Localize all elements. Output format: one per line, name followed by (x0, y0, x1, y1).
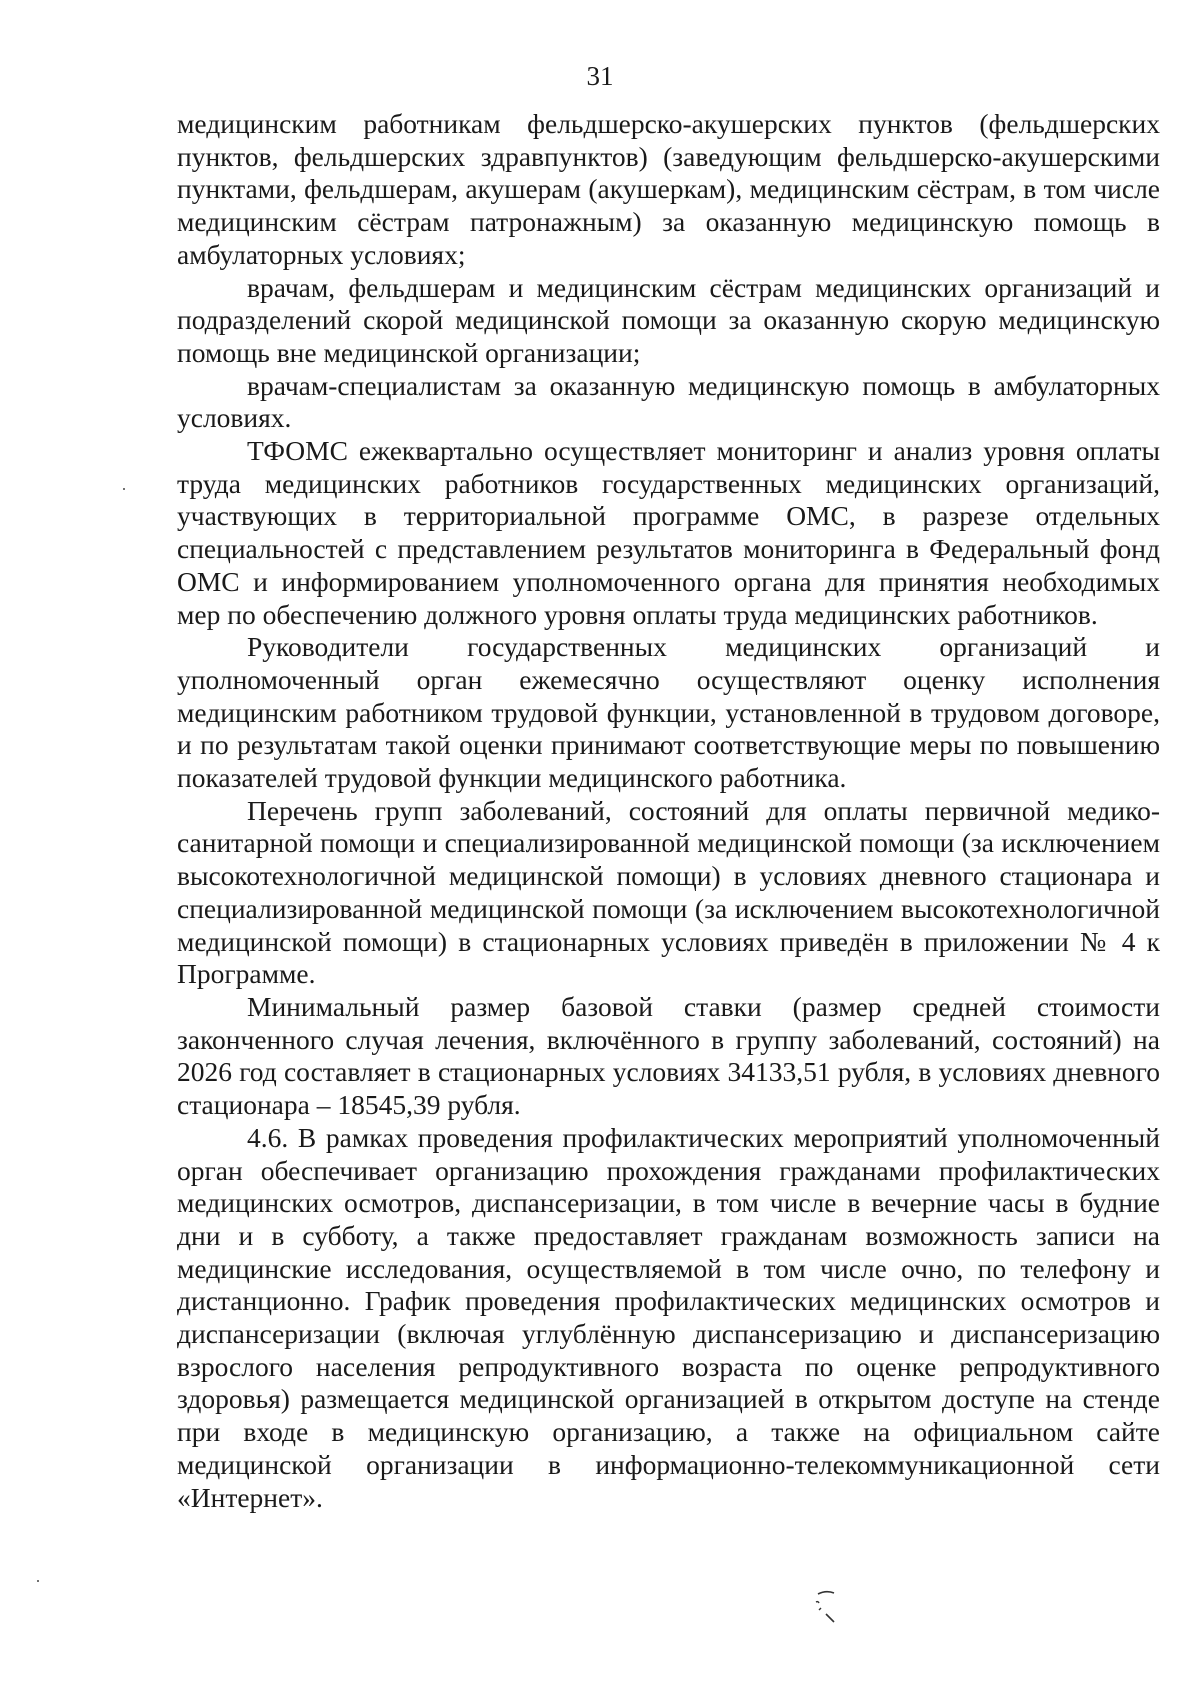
scan-dot-mark (37, 1580, 39, 1582)
paragraph-tfoms-monitoring: ТФОМС ежеквартально осуществляет мониторинг и анализ уровня оплаты труда медицинских работников государственных медицинских организаций, участвующих в территориальной программе ОМС, в разрезе отдельных специальностей с представлением результатов мониторинга в Федеральный фонд ОМС и информированием уполномоченного органа для принятия необходимых мер по обеспечению должного уровня оплаты труда медицинских работников. (177, 435, 1160, 630)
paragraph-emergency-staff: врачам, фельдшерам и медицинским сёстрам медицинских организаций и подразделений скорой медицинской помощи за оказанную скорую медицинскую помощь вне медицинской организации; (177, 271, 1160, 368)
document-body (177, 108, 1160, 1514)
paragraph-staff-list: медицинским работникам фельдшерско-акушерских пунктов (фельдшерских пунктов, фельдшерских здравпунктов) (заведующим фельдшерско-акушерскими пунктами, фельдшерам, акушерам (акушеркам), медицинским сёстрам, в том числе медицинским сёстрам патронажным) за оказанную медицинскую помощь в амбулаторных условиях; (177, 108, 1160, 270)
handwritten-mark (812, 1588, 852, 1628)
paragraph-specialists: врачам-специалистам за оказанную медицинскую помощь в амбулаторных условиях. (177, 369, 1160, 434)
paragraph-base-rate: Минимальный размер базовой ставки (размер средней стоимости законченного случая лечения, включённого в группу заболеваний, состояний) на 2026 год составляет в стационарных условиях 34133,51 рубля, в условиях дневного стационара – 18545,39 рубля. (177, 990, 1160, 1121)
paragraph-disease-groups: Перечень групп заболеваний, состояний для оплаты первичной медико-санитарной помощи и специализированной медицинской помощи (за исключением высокотехнологичной медицинской помощи) в условиях дневного стационара и специализированной медицинской помощи (за исключением высокотехнологичной медицинской помощи) в стационарных условиях приведён в приложении № 4 к Программе. (177, 794, 1160, 990)
paragraph-heads-assessment: Руководители государственных медицинских организаций и уполномоченный орган ежемесячно осуществляют оценку исполнения медицинским работником трудовой функции, установленной в трудовом договоре, и по результатам такой оценки принимают соответствующие меры по повышению показателей трудовой функции медицинского работника. (177, 631, 1160, 794)
scan-dot-mark (123, 488, 125, 490)
page-number: 31 (586, 61, 614, 91)
paragraph-section-4-6: 4.6. В рамках проведения профилактических мероприятий уполномоченный орган обеспечивает организацию прохождения гражданами профилактических медицинских осмотров, диспансеризации, в том числе в вечерние часы в будние дни и в субботу, а также предоставляет гражданам возможность записи на медицинские исследования, осуществляемой в том числе очно, по телефону и дистанционно. График проведения профилактических медицинских осмотров и диспансеризации (включая углублённую диспансеризацию и диспансеризацию взрослого населения репродуктивного возраста по оценке репродуктивного здоровья) размещается медицинской организацией в открытом доступе на стенде при входе в медицинскую организацию, а также на официальном сайте медицинской организации в информационно-телекоммуникационной сети «Интернет». (177, 1121, 1160, 1513)
